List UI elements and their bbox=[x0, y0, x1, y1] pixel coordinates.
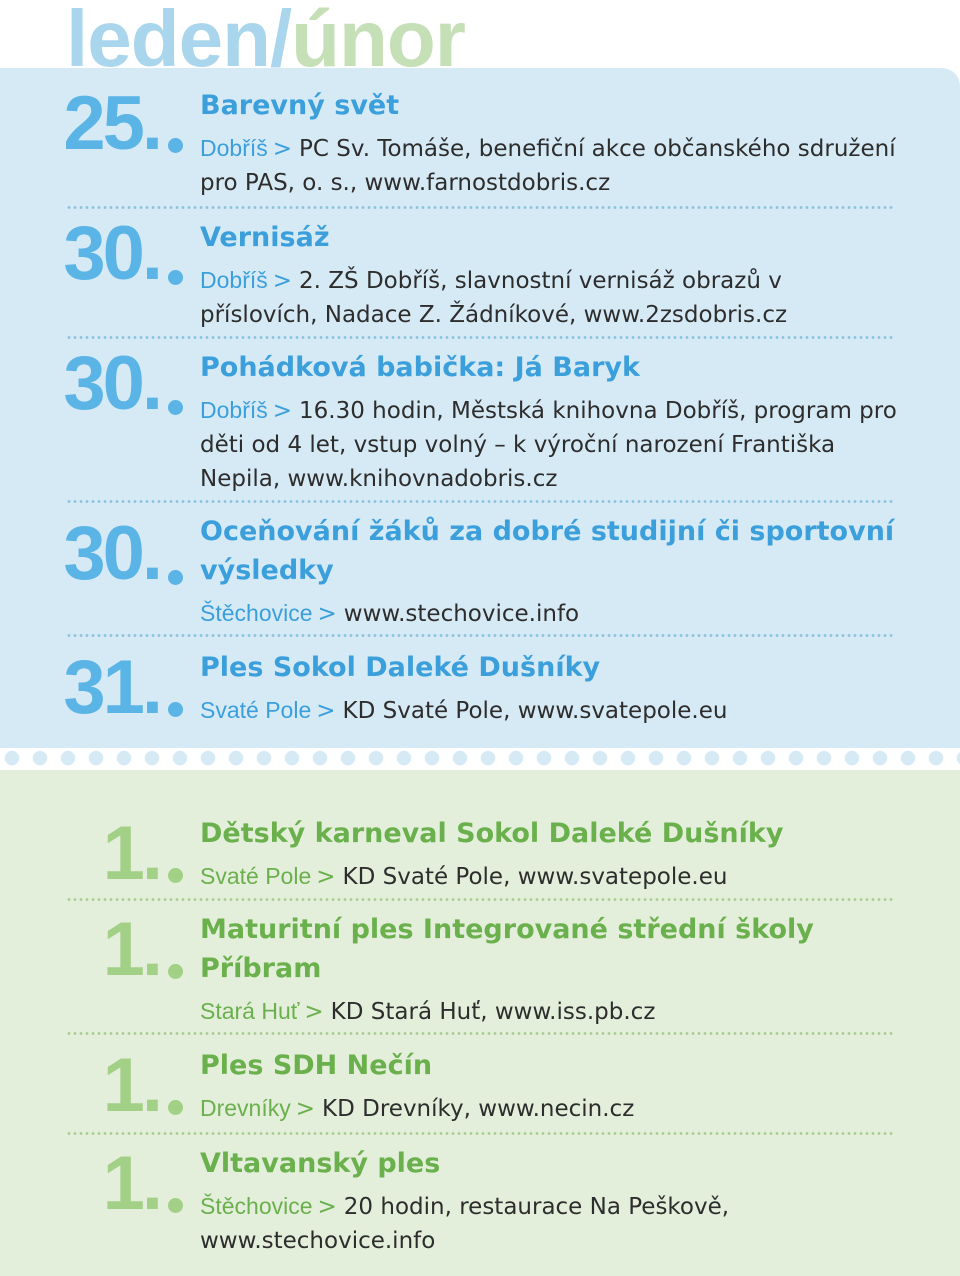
february-section bbox=[0, 770, 960, 1276]
event-place: Dobříš bbox=[200, 135, 268, 161]
dotted-separator bbox=[66, 898, 894, 901]
arrow-icon: > bbox=[317, 601, 337, 627]
event-details: 20 hodin, restaurace Na Peškově, www.stechovice.info bbox=[200, 1194, 730, 1254]
event-day: 1. bbox=[102, 907, 160, 992]
arrow-icon: > bbox=[272, 268, 293, 294]
event-place: Svaté Pole bbox=[200, 697, 312, 723]
arrow-icon: > bbox=[317, 1194, 337, 1220]
event-title: Vernisáž bbox=[200, 222, 330, 253]
january-section bbox=[0, 68, 960, 748]
event-info bbox=[200, 393, 900, 496]
event-details: KD Svaté Pole, www.svatepole.eu bbox=[342, 698, 728, 724]
event-title: Dětský karneval Sokol Daleké Dušníky bbox=[200, 818, 784, 849]
arrow-icon: > bbox=[272, 136, 293, 162]
event-info bbox=[200, 994, 900, 1029]
event-info bbox=[200, 1189, 900, 1258]
event-day: 25. bbox=[63, 81, 160, 166]
event-title: Ples SDH Nečín bbox=[200, 1050, 433, 1081]
event-title: Barevný svět bbox=[200, 90, 400, 121]
event-place: Dobříš bbox=[200, 267, 268, 293]
bullet-dot bbox=[168, 1198, 183, 1213]
event-day: 1. bbox=[102, 1141, 160, 1226]
title-months-1: leden/ bbox=[66, 0, 292, 83]
bullet-dot bbox=[168, 570, 183, 585]
event-day: 1. bbox=[102, 811, 160, 896]
event-details: www.stechovice.info bbox=[343, 601, 580, 627]
dotted-separator bbox=[66, 634, 894, 637]
event-title: Pohádková babička: Já Baryk bbox=[200, 352, 640, 383]
event-details: 2. ZŠ Dobříš, slavnostní vernisáž obrazů v příslovích, Nadace Z. Žádníkové, www.2zsdobris.cz bbox=[200, 268, 788, 328]
event-day: 1. bbox=[102, 1043, 160, 1128]
event-place: Štěchovice bbox=[200, 1193, 313, 1219]
dotted-separator bbox=[66, 206, 894, 209]
event-info bbox=[200, 131, 900, 200]
event-info bbox=[200, 1091, 900, 1126]
arrow-icon: > bbox=[295, 1096, 316, 1122]
event-day: 30. bbox=[63, 511, 160, 596]
bullet-dot bbox=[168, 702, 183, 717]
event-day: 31. bbox=[63, 645, 160, 730]
dotted-separator bbox=[66, 1132, 894, 1135]
bullet-dot bbox=[168, 964, 183, 979]
event-info bbox=[200, 693, 900, 728]
dotted-separator bbox=[66, 500, 894, 503]
event-place: Drevníky bbox=[200, 1095, 291, 1121]
event-info bbox=[200, 596, 900, 631]
bullet-dot bbox=[168, 400, 183, 415]
event-title: Vltavanský ples bbox=[200, 1148, 441, 1179]
bullet-dot bbox=[168, 138, 183, 153]
event-info bbox=[200, 263, 900, 332]
title-months-2: únor bbox=[291, 0, 465, 83]
event-day: 30. bbox=[63, 341, 160, 426]
dotted-separator bbox=[66, 336, 894, 339]
event-place: Dobříš bbox=[200, 397, 268, 423]
event-details: KD Svaté Pole, www.svatepole.eu bbox=[342, 864, 728, 890]
event-place: Štěchovice bbox=[200, 600, 313, 626]
event-day: 30. bbox=[63, 211, 160, 296]
event-details: 16.30 hodin, Městská knihovna Dobříš, program pro děti od 4 let, vstup volný – k výroční narození Františka Nepila, www.knihovnadobris.cz bbox=[200, 398, 897, 492]
event-details: KD Drevníky, www.necin.cz bbox=[322, 1096, 635, 1122]
dotted-separator bbox=[66, 1032, 894, 1035]
event-title: Oceňování žáků za dobré studijní či sportovní výsledky bbox=[200, 516, 895, 586]
page-title bbox=[66, 0, 465, 84]
event-details: KD Stará Huť, www.iss.pb.cz bbox=[330, 999, 656, 1025]
bullet-dot bbox=[168, 868, 183, 883]
event-details: PC Sv. Tomáše, benefiční akce občanského sdružení pro PAS, o. s., www.farnostdobris.cz bbox=[200, 136, 896, 196]
dotted-divider bbox=[0, 744, 960, 772]
arrow-icon: > bbox=[316, 698, 336, 724]
arrow-icon: > bbox=[272, 398, 293, 424]
arrow-icon: > bbox=[304, 999, 324, 1025]
event-place: Svaté Pole bbox=[200, 863, 312, 889]
event-title: Ples Sokol Daleké Dušníky bbox=[200, 652, 601, 683]
event-info bbox=[200, 859, 900, 894]
bullet-dot bbox=[168, 1100, 183, 1115]
arrow-icon: > bbox=[316, 864, 336, 890]
event-place: Stará Huť bbox=[200, 998, 300, 1024]
event-title: Maturitní ples Integrované střední školy Příbram bbox=[200, 914, 814, 984]
bullet-dot bbox=[168, 270, 183, 285]
